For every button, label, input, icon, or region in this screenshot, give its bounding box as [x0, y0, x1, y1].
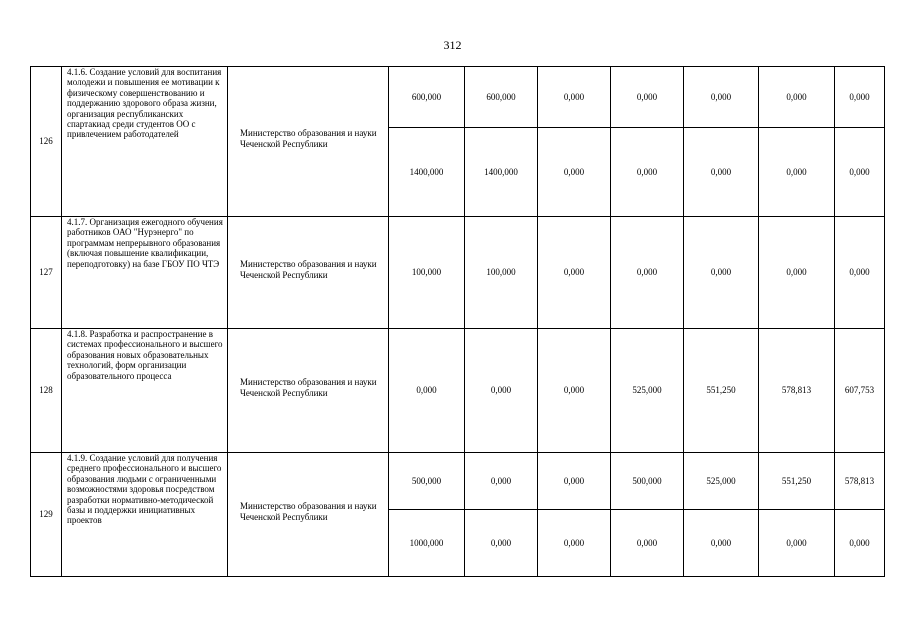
- value-cell: 1400,000: [389, 128, 465, 217]
- measure-description: 4.1.6. Создание условий для воспитания молодежи и повышения ее мотивации к физическому совершенствованию и поддержанию здорового образа жизни, организация республиканских спартакиад среди студентов ОО с привлечением работодателей: [62, 67, 228, 217]
- value-cell: 0,000: [465, 329, 538, 453]
- responsible-organization: Министерство образования и науки Чеченской Республики: [228, 329, 389, 453]
- value-cell: 525,000: [611, 329, 684, 453]
- value-cell: 1000,000: [389, 510, 465, 577]
- value-cell: 0,000: [759, 128, 835, 217]
- responsible-organization: Министерство образования и науки Чеченской Республики: [228, 67, 389, 217]
- budget-table: [30, 66, 885, 577]
- value-cell: 0,000: [684, 510, 759, 577]
- value-cell: 0,000: [538, 510, 611, 577]
- table-row: [31, 329, 885, 453]
- value-cell: 0,000: [538, 67, 611, 128]
- value-cell: 0,000: [538, 453, 611, 510]
- responsible-organization: Министерство образования и науки Чеченской Республики: [228, 453, 389, 577]
- responsible-organization: Министерство образования и науки Чеченской Республики: [228, 217, 389, 329]
- value-cell: 1400,000: [465, 128, 538, 217]
- value-cell: 0,000: [538, 128, 611, 217]
- value-cell: 100,000: [389, 217, 465, 329]
- value-cell: 0,000: [465, 510, 538, 577]
- measure-description: 4.1.7. Организация ежегодного обучения работников ОАО "Нурэнерго" по программам непрерывного образования (включая повышение квалификации, переподготовку) на базе ГБОУ ПО ЧТЭ: [62, 217, 228, 329]
- value-cell: 551,250: [684, 329, 759, 453]
- value-cell: 0,000: [835, 217, 885, 329]
- value-cell: 600,000: [389, 67, 465, 128]
- value-cell: 0,000: [684, 128, 759, 217]
- page-number: 312: [443, 38, 462, 52]
- value-cell: 100,000: [465, 217, 538, 329]
- row-number: 126: [31, 67, 62, 217]
- value-cell: 551,250: [759, 453, 835, 510]
- row-number: 129: [31, 453, 62, 577]
- value-cell: 0,000: [465, 453, 538, 510]
- measure-description: 4.1.8. Разработка и распространение в системах профессионального и высшего образования новых образовательных технологий, форм организации образовательного процесса: [62, 329, 228, 453]
- value-cell: 0,000: [611, 510, 684, 577]
- value-cell: 0,000: [389, 329, 465, 453]
- measure-description: 4.1.9. Создание условий для получения среднего профессионального и высшего образования людьми с ограниченными возможностями здоровья посредством разработки нормативно-методической базы и поддержки инициативных проектов: [62, 453, 228, 577]
- row-number: 127: [31, 217, 62, 329]
- value-cell: 607,753: [835, 329, 885, 453]
- value-cell: 0,000: [611, 128, 684, 217]
- value-cell: 0,000: [759, 510, 835, 577]
- value-cell: 0,000: [835, 67, 885, 128]
- value-cell: 500,000: [389, 453, 465, 510]
- value-cell: 0,000: [611, 217, 684, 329]
- table-row: [31, 217, 885, 329]
- value-cell: 0,000: [835, 128, 885, 217]
- value-cell: 600,000: [465, 67, 538, 128]
- value-cell: 0,000: [684, 217, 759, 329]
- row-number: 128: [31, 329, 62, 453]
- value-cell: 578,813: [835, 453, 885, 510]
- value-cell: 0,000: [538, 217, 611, 329]
- value-cell: 525,000: [684, 453, 759, 510]
- table-row: [31, 67, 885, 128]
- value-cell: 0,000: [538, 329, 611, 453]
- value-cell: 0,000: [759, 67, 835, 128]
- value-cell: 0,000: [684, 67, 759, 128]
- value-cell: 0,000: [835, 510, 885, 577]
- value-cell: 500,000: [611, 453, 684, 510]
- value-cell: 0,000: [759, 217, 835, 329]
- value-cell: 0,000: [611, 67, 684, 128]
- value-cell: 578,813: [759, 329, 835, 453]
- table-row: [31, 453, 885, 510]
